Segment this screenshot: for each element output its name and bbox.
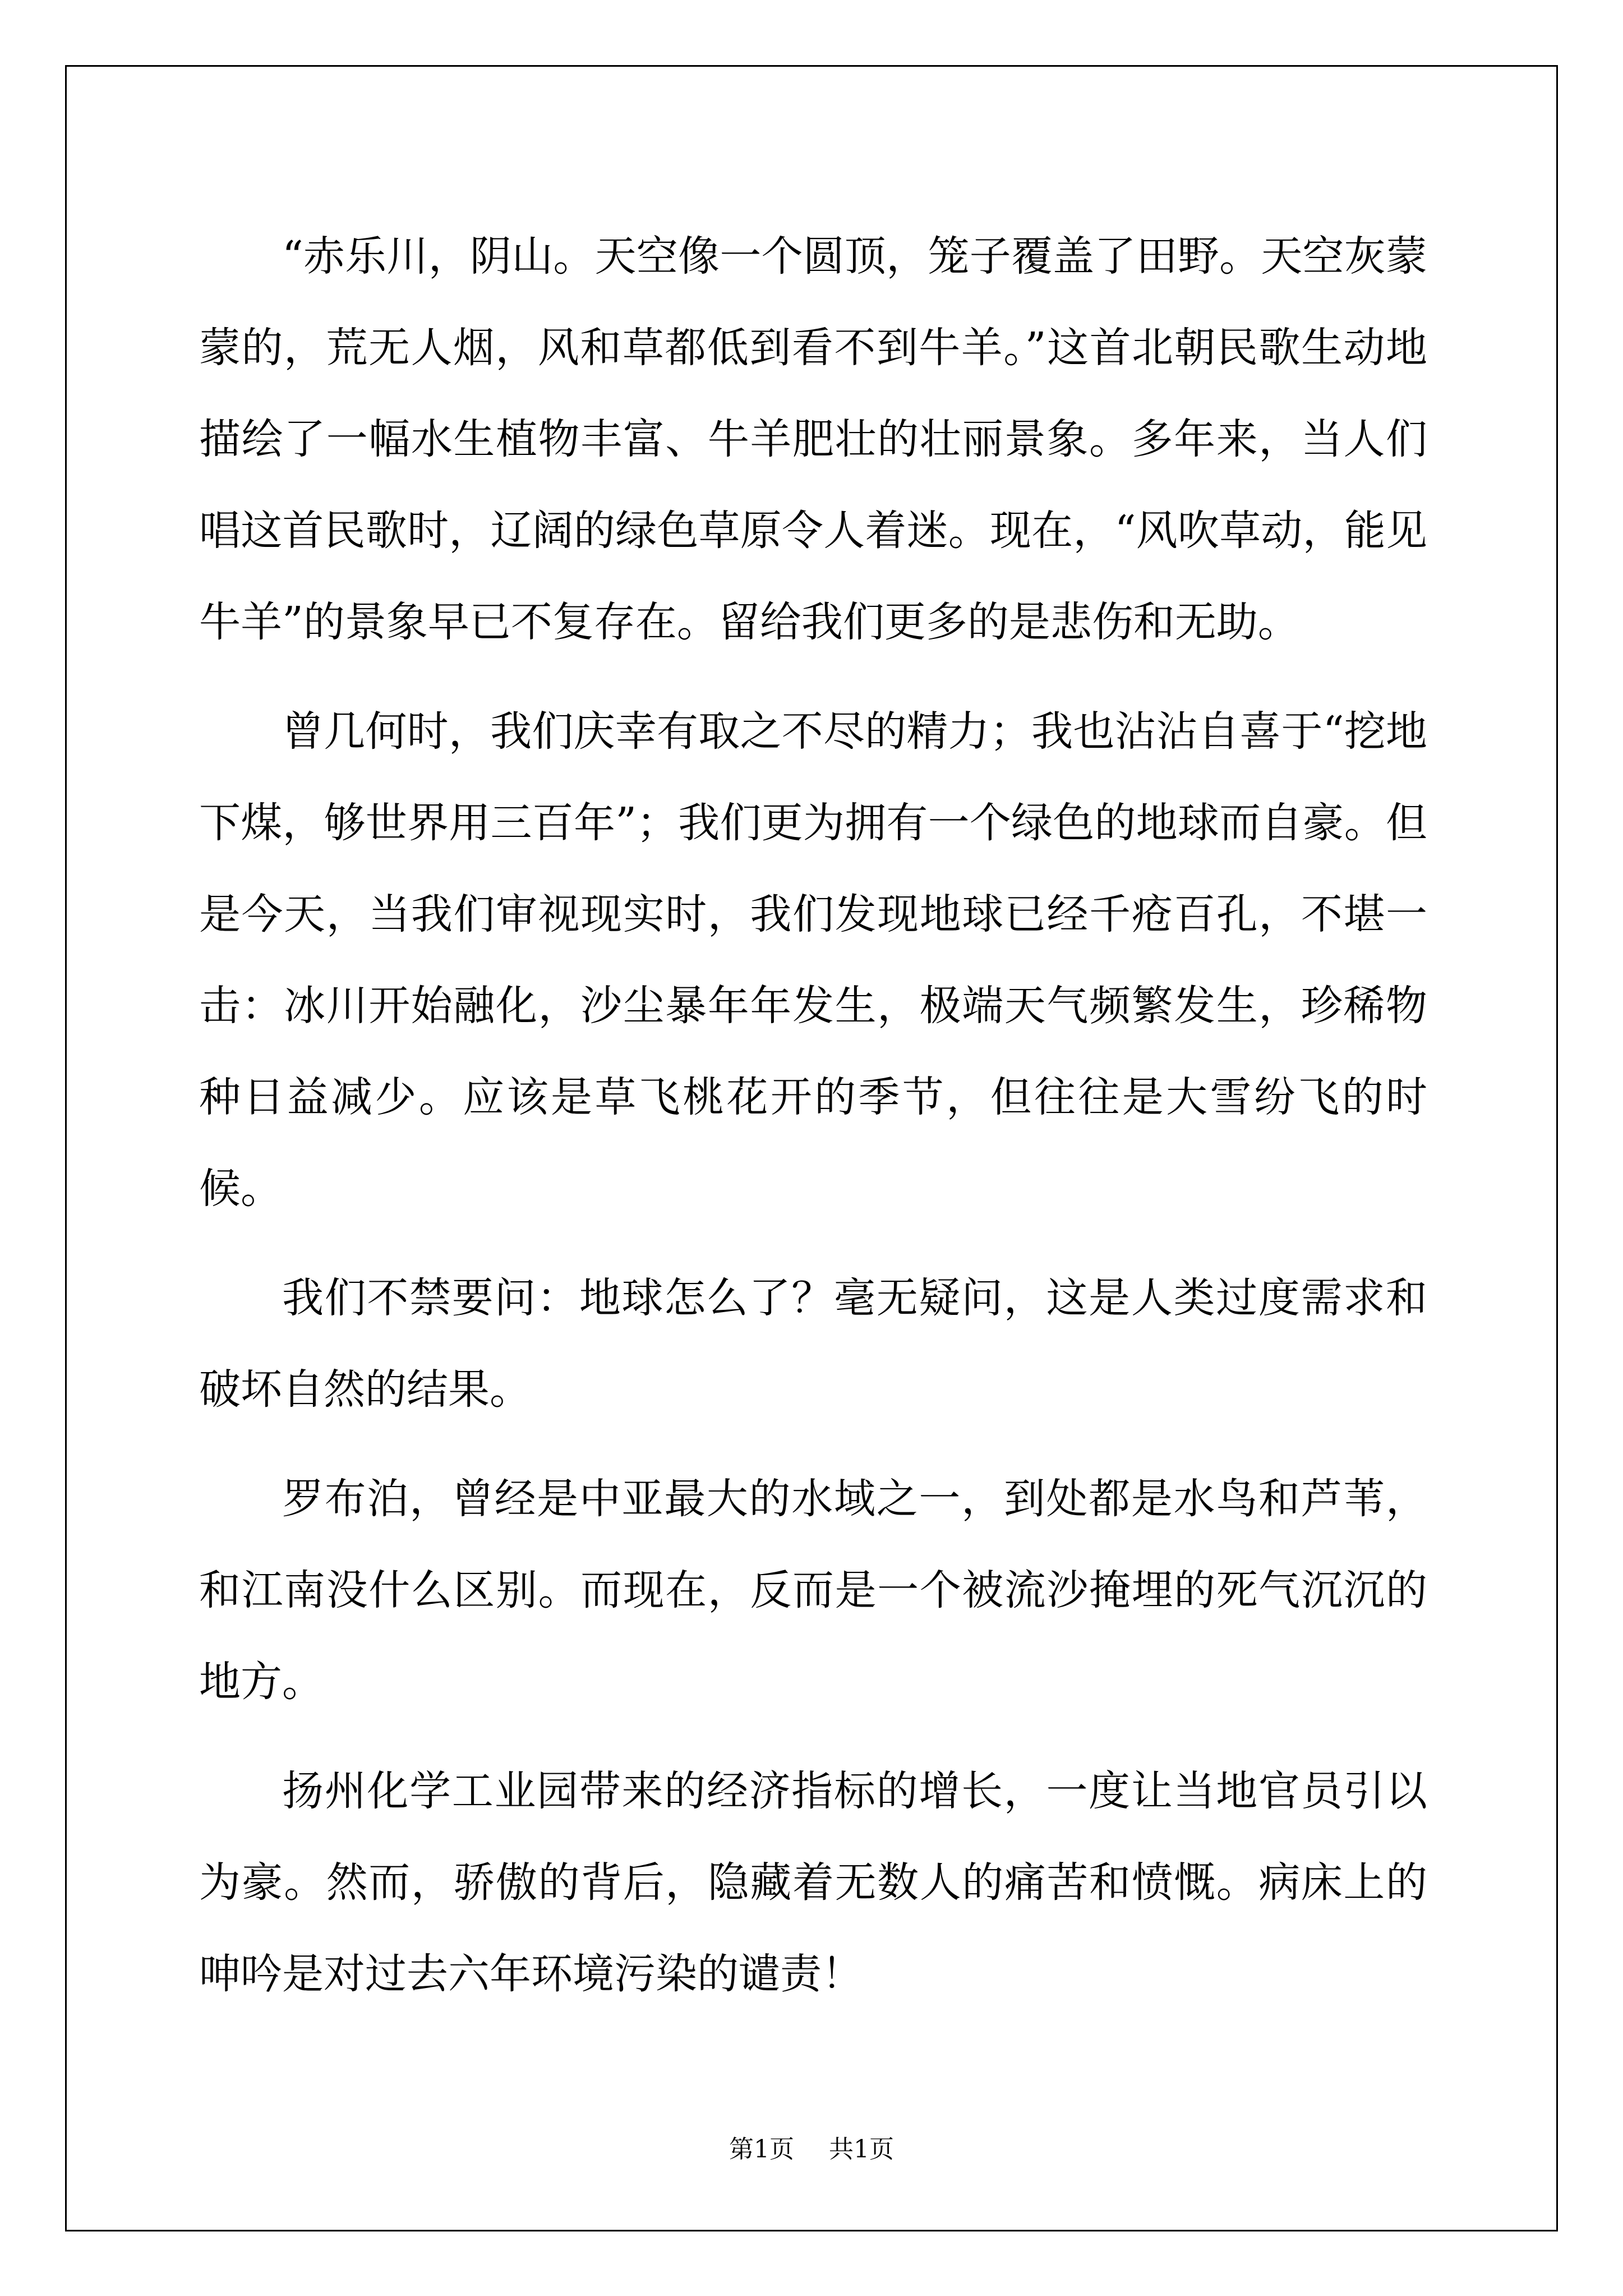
paragraph-3: 我们不禁要问：地球怎么了？毫无疑问，这是人类过度需求和破坏自然的结果。 (199, 1274, 1427, 1414)
page-footer (0, 2129, 1623, 2165)
paragraph-4: 罗布泊，曾经是中亚最大的水域之一，到处都是水鸟和芦苇，和江南没什么区别。而现在，反而是一个被流沙掩埋的死气沉沉的地方。 (199, 1475, 1427, 1706)
page-total: 共1页 (829, 2135, 894, 2164)
paragraph-5: 扬州化学工业园带来的经济指标的增长，一度让当地官员引以为豪。然而，骄傲的背后，隐藏着无数人的痛苦和愤慨。病床上的呻吟是对过去六年环境污染的谴责！ (199, 1767, 1427, 1998)
paragraph-1: “赤乐川，阴山。天空像一个圆顶，笼子覆盖了田野。天空灰蒙蒙的，荒无人烟，风和草都低到看不到牛羊。”这首北朝民歌生动地描绘了一幅水生植物丰富、牛羊肥壮的壮丽景象。多年来，当人们唱这首民歌时，辽阔的绿色草原令人着迷。现在，“风吹草动，能见牛羊”的景象早已不复存在。留给我们更多的是悲伤和无助。 (199, 232, 1427, 646)
paragraph-2: 曾几何时，我们庆幸有取之不尽的精力；我也沾沾自喜于“挖地下煤，够世界用三百年”；我们更为拥有一个绿色的地球而自豪。但是今天，当我们审视现实时，我们发现地球已经千疮百孔，不堪一击：冰川开始融化，沙尘暴年年发生，极端天气频繁发生，珍稀物种日益减少。应该是草飞桃花开的季节，但往往是大雪纷飞的时候。 (199, 707, 1427, 1213)
document-body (199, 211, 1427, 2038)
page-number: 第1页 (729, 2135, 794, 2164)
